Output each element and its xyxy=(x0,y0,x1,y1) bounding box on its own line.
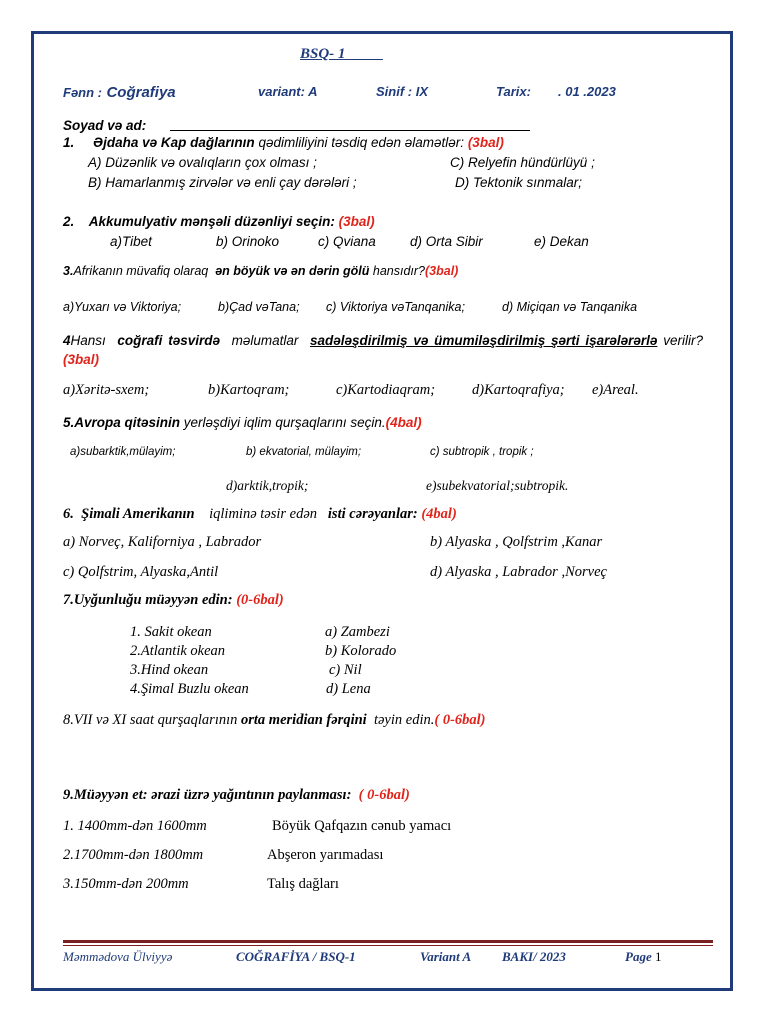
q6-option-d: d) Alyaska , Labrador ,Norveç xyxy=(430,564,607,580)
subject-label: Fənn : xyxy=(63,85,102,100)
subject-row xyxy=(63,84,176,102)
q4-underlined: sadələşdirilmiş və ümumiləşdirilmiş şərti işarələrərlə xyxy=(310,333,658,348)
q4-number: 4 xyxy=(63,333,71,348)
q2-option-d: d) Orta Sibir xyxy=(410,234,483,249)
q4-option-a: a)Xəritə-sxem; xyxy=(63,382,150,398)
q8-points: ( 0-6bal) xyxy=(434,712,486,728)
q4-bold: coğrafi təsvirdə xyxy=(117,333,220,348)
question-4 xyxy=(63,331,703,369)
q4-text1: Hansı xyxy=(70,333,106,348)
q5-text: yerləşdiyi iqlim qurşaqlarını seçin. xyxy=(183,415,386,430)
q7-number: 7. xyxy=(63,592,74,608)
q4-option-e: e)Areal. xyxy=(592,382,639,398)
q2-option-b: b) Orinoko xyxy=(216,234,280,249)
q3-points: (3bal) xyxy=(425,264,459,278)
q7-right-b: b) Kolorado xyxy=(325,643,397,659)
q9-right-2: Abşeron yarımadası xyxy=(267,847,384,863)
q1-points: (3bal) xyxy=(467,135,504,150)
q1-option-a: A) Düzənlik və ovalıqların çox olması ; xyxy=(88,155,317,170)
date-value: . 01 .2023 xyxy=(558,84,616,99)
q7-left-4: 4.Şimal Buzlu okean xyxy=(130,681,249,697)
q3-option-d: d) Miçiqan və Tanqanika xyxy=(502,300,638,314)
document-title xyxy=(300,46,383,63)
grade-label: Sinif : IX xyxy=(376,84,428,99)
question-5 xyxy=(63,415,422,430)
q2-option-a: a)Tibet xyxy=(110,234,152,249)
q6-option-b: b) Alyaska , Qolfstrim ,Kanar xyxy=(430,534,603,550)
q2-option-c: c) Qviana xyxy=(318,234,376,249)
q3-text1: Afrikanın müvafiq olaraq xyxy=(73,264,209,278)
q1-bold: Əjdaha və Kap dağlarının xyxy=(93,135,255,150)
q4-text2: məlumatlar xyxy=(231,333,299,348)
q4-option-b: b)Kartoqram; xyxy=(208,382,290,398)
q4-option-d: d)Kartoqrafiya; xyxy=(472,382,565,398)
q9-right-3: Talış dağları xyxy=(267,876,339,892)
q2-text: Akkumulyativ mənşəli düzənliyi seçin: xyxy=(88,214,335,229)
q7-left-2: 2.Atlantik okean xyxy=(130,643,226,659)
q7-right-c: c) Nil xyxy=(329,662,362,678)
name-label: Soyad və ad: xyxy=(63,118,147,133)
q3-option-b: b)Çad vəTana; xyxy=(218,300,300,314)
q3-number: 3. xyxy=(63,264,74,278)
footer-variant: Variant A xyxy=(420,949,472,964)
q7-right-a: a) Zambezi xyxy=(325,624,390,640)
q2-points: (3bal) xyxy=(338,214,375,229)
name-line xyxy=(170,130,530,131)
q9-text: Müəyyən et: ərazi üzrə yağıntının paylanması: xyxy=(73,787,352,803)
q1-number: 1. xyxy=(63,135,75,150)
question-7 xyxy=(63,592,284,609)
footer-page-label: Page xyxy=(625,949,652,964)
q1-option-b: B) Hamarlanmış zirvələr və enli çay dərələri ; xyxy=(88,175,357,190)
q3-option-a: a)Yuxarı və Viktoriya; xyxy=(63,300,182,314)
question-2 xyxy=(63,214,375,229)
q6-option-a: a) Norveç, Kaliforniya , Labrador xyxy=(63,534,262,550)
q5-option-e: e)subekvatorial;subtropik. xyxy=(426,478,569,493)
footer-author: Məmmədova Ülviyyə xyxy=(63,949,173,964)
title-text: BSQ- 1 xyxy=(300,46,346,62)
q5-points: (4bal) xyxy=(385,415,422,430)
q6-option-c: c) Qolfstrim, Alyaska,Antil xyxy=(63,564,219,580)
q5-option-d: d)arktik,tropik; xyxy=(226,478,309,493)
q9-points: ( 0-6bal) xyxy=(358,787,410,803)
q2-number: 2. xyxy=(63,214,75,229)
q4-points: (3bal) xyxy=(63,352,100,367)
q7-text: Uyğunluğu müəyyən edin: xyxy=(73,592,233,608)
q3-bold: ən böyük və ən dərin gölü xyxy=(215,264,370,278)
date-label: Tarix: xyxy=(496,84,531,99)
q5-option-c: c) subtropik , tropik ; xyxy=(430,446,534,458)
q8-text2: təyin edin. xyxy=(373,712,435,728)
q7-left-1: 1. Sakit okean xyxy=(130,624,212,640)
q5-bold: Avropa qitəsinin xyxy=(74,415,181,430)
q3-option-c: c) Viktoriya vəTanqanika; xyxy=(326,300,465,314)
footer-rule-thick xyxy=(63,940,713,943)
q7-points: (0-6bal) xyxy=(236,592,284,608)
question-8 xyxy=(63,712,486,729)
q6-points: (4bal) xyxy=(421,506,457,522)
footer-page xyxy=(625,949,661,965)
q6-bold1: Şimali Amerikanın xyxy=(81,506,195,522)
q9-right-1: Böyük Qafqazın cənub yamacı xyxy=(272,818,452,834)
q6-number: 6. xyxy=(63,506,74,522)
subject-value: Coğrafiya xyxy=(106,84,176,101)
q1-option-c: C) Relyefin hündürlüyü ; xyxy=(450,155,595,170)
question-6 xyxy=(63,506,457,523)
footer-rule-thin xyxy=(63,945,713,946)
q7-right-d: d) Lena xyxy=(326,681,371,697)
q9-left-3: 3.150mm-dən 200mm xyxy=(63,876,189,892)
q6-text: iqliminə təsir edən xyxy=(209,506,318,522)
question-1 xyxy=(63,135,504,150)
q8-number: 8. xyxy=(63,712,74,728)
q6-bold2: isti cərəyanlar: xyxy=(327,506,418,522)
question-3 xyxy=(63,264,458,278)
variant-label: variant: A xyxy=(258,84,318,99)
q4-text3: verilir? xyxy=(663,333,703,348)
q8-text1: VII və XI saat qurşaqlarının xyxy=(73,712,238,728)
question-9 xyxy=(63,787,410,804)
q9-left-1: 1. 1400mm-dən 1600mm xyxy=(63,818,207,834)
q2-option-e: e) Dekan xyxy=(534,234,589,249)
q1-text: qədimliliyini təsdiq edən əlamətlər: xyxy=(258,135,465,150)
footer-city: BAKI/ 2023 xyxy=(502,949,566,964)
q8-bold: orta meridian fərqini xyxy=(241,712,367,728)
q4-option-c: c)Kartodiaqram; xyxy=(336,382,436,398)
q3-text2: hansıdır? xyxy=(372,264,425,278)
footer-subject: COĞRAFİYA / BSQ-1 xyxy=(236,949,356,964)
q1-option-d: D) Tektonik sınmalar; xyxy=(455,175,583,190)
q7-left-3: 3.Hind okean xyxy=(130,662,209,678)
q5-option-b: b) ekvatorial, mülayim; xyxy=(246,446,362,458)
q9-number: 9. xyxy=(63,787,74,803)
footer-page-number: 1 xyxy=(654,949,662,964)
q9-left-2: 2.1700mm-dən 1800mm xyxy=(63,847,204,863)
q5-number: 5. xyxy=(63,415,75,430)
q5-option-a: a)subarktik,mülayim; xyxy=(70,446,176,458)
